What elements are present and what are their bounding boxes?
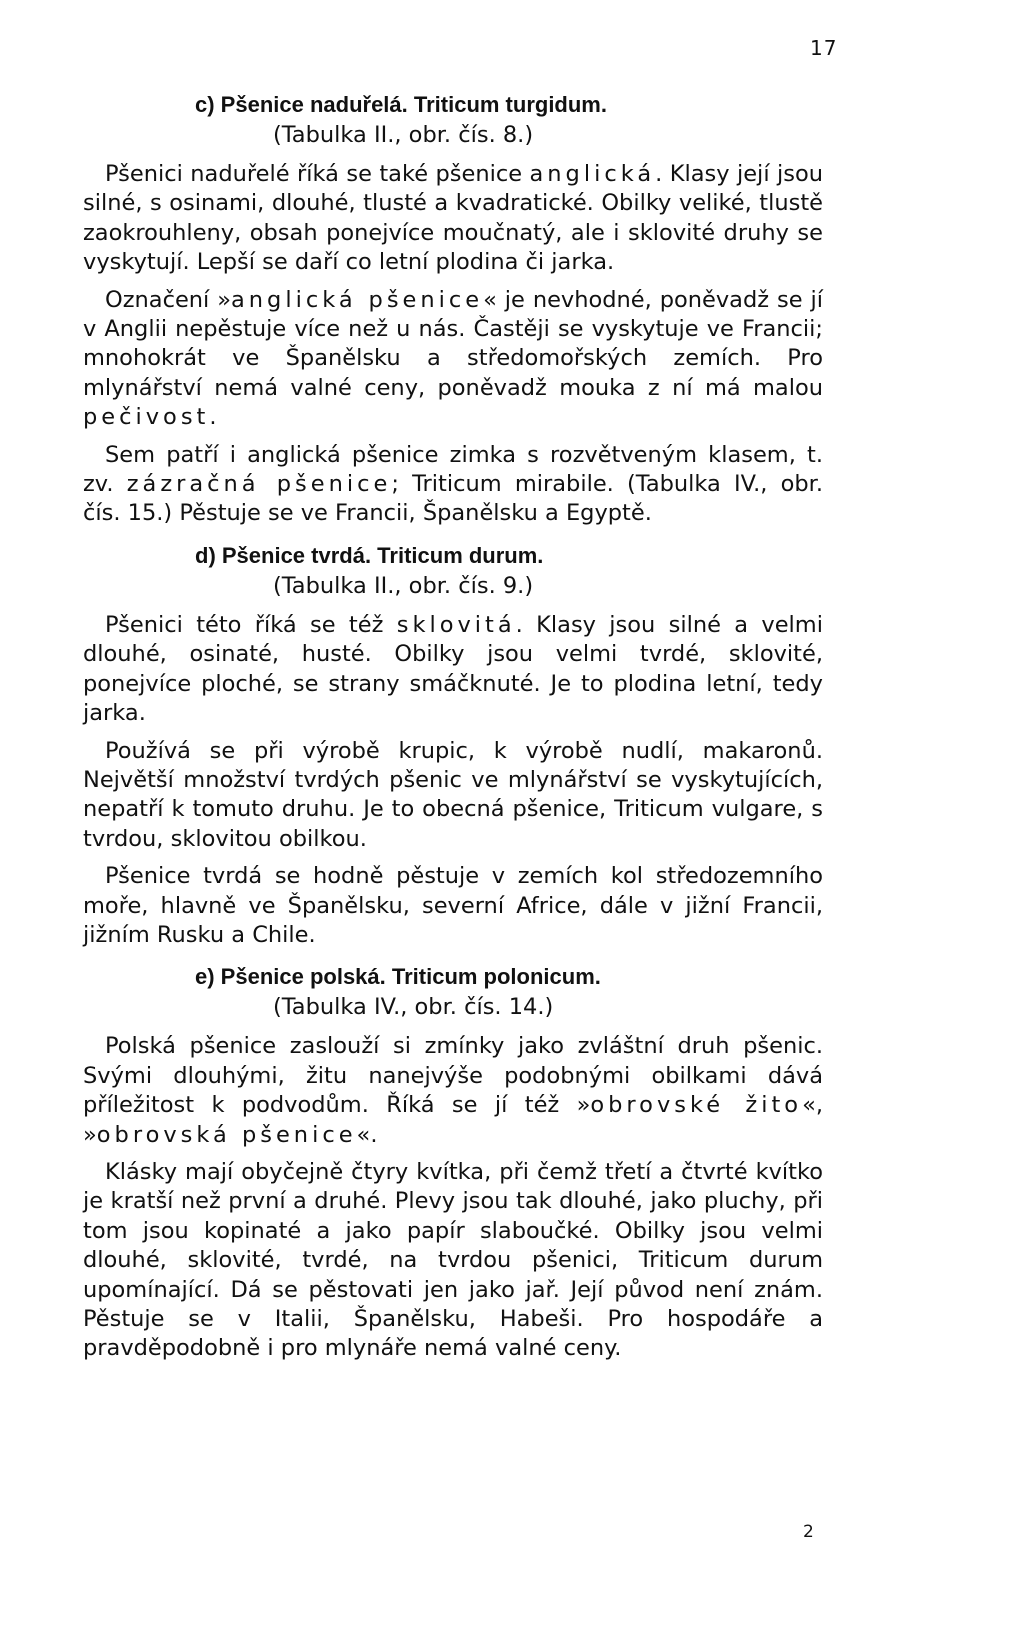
section-c-paragraph-1: Pšenici naduřelé říká se také pšenice anglická. Klasy její jsou silné, s osinami, dlouhé, tlusté a kvadratické. Obilky veliké, tlustě zaokrouhleny, obsah ponejvíce moučnatý, ale i sklovité druhy se vyskytují. Lepší se daří co letní plodina či jarka. [83, 161, 823, 276]
section-c-heading: c) Pšenice naduřelá. Triticum turgidum. [195, 92, 607, 117]
page-body [83, 90, 823, 1372]
section-d-heading: d) Pšenice tvrdá. Triticum durum. [195, 542, 544, 568]
section-e-reference: (Tabulka IV., obr. čís. 14.) [273, 994, 554, 1021]
section-c-reference: (Tabulka II., obr. čís. 8.) [273, 122, 534, 148]
page-number: 17 [810, 36, 838, 60]
section-c-paragraph-3: Sem patří i anglická pšenice zimka s rozvětveným klasem, t. zv. zázračná pšenice; Triticum mirabile. (Tabulka IV., obr. čís. 15.) Pěstuje se ve Francii, Španělsku a Egyptě. [83, 441, 823, 527]
section-e-paragraph-2: Klásky mají obyčejně čtyry kvítka, při čemž třetí a čtvrté kvítko je kratší než první a druhé. Plevy jsou tak dlouhé, jako pluchy, při tom jsou kopinaté a jako papír slaboučké. Obilky jsou velmi dlouhé, sklovité, tvrdé, na tvrdou pšenici, Triticum durum upomínající. Dá se pěstovati jen jako jař. Její původ není znám. Pěstuje se v Italii, Španělsku, Habeši. Pro hospodáře a pravděpodobně i pro mlynáře nemá valné ceny. [83, 1158, 823, 1362]
section-e-heading: e) Pšenice polská. Triticum polonicum. [195, 964, 601, 990]
section-d-paragraph-1: Pšenici této říká se též sklovitá. Klasy jsou silné a velmi dlouhé, osinaté, husté. Obilky jsou velmi tvrdé, sklovité, ponejvíce ploché, se strany smáčknuté. Je to plodina letní, tedy jarka. [83, 611, 823, 727]
section-d-paragraph-2: Používá se při výrobě krupic, k výrobě nudlí, makaronů. Největší množství tvrdých pšenic ve mlynářství se vyskytujících, nepatří k tomuto druhu. Je to obecná pšenice, Triticum vulgare, s tvrdou, sklovitou obilkou. [83, 737, 823, 852]
section-c-paragraph-2: Označení »anglická pšenice« je nevhodné, poněvadž se jí v Anglii nepěstuje více než u nás. Častěji se vyskytuje ve Francii; mnohokrát ve Španělsku a středomořských zemích. Pro mlynářství nemá valné ceny, poněvadž mouka z ní má malou pečivost. [83, 286, 823, 431]
section-d-reference: (Tabulka II., obr. čís. 9.) [273, 572, 534, 599]
section-e-paragraph-1: Polská pšenice zaslouží si zmínky jako zvláštní druh pšenic. Svými dlouhými, žitu nanejvýše podobnými obilkami dává příležitost k podvodům. Říká se jí též »obrovské žito«, »obrovská pšenice«. [83, 1033, 823, 1148]
section-d-paragraph-3: Pšenice tvrdá se hodně pěstuje v zemích kol středozemního moře, hlavně ve Španělsku, severní Africe, dále v jižní Francii, jižním Rusku a Chile. [83, 863, 823, 948]
signature-mark: 2 [803, 1522, 814, 1542]
